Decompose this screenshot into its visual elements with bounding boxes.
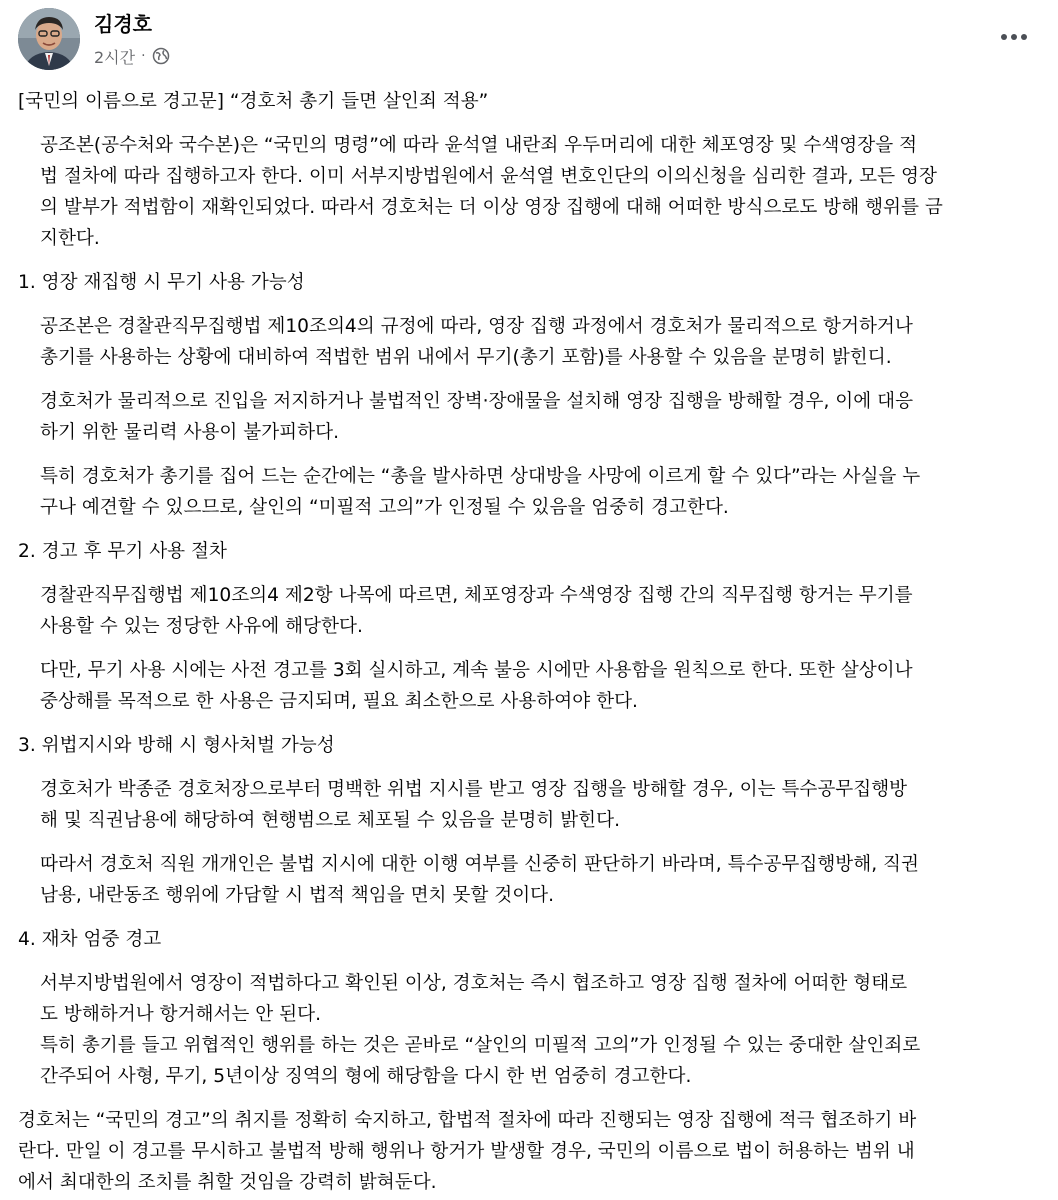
text-line: 경호처는 “국민의 경고”의 취지를 정확히 숙지하고, 합법적 절차에 따라 진행되는 영장 집행에 적극 협조하기 바 — [18, 1110, 917, 1131]
text-line: 도 방해하거나 항거해서는 안 된다. — [40, 1004, 322, 1025]
closing-paragraph — [18, 1105, 1040, 1198]
text-line: 란다. 만일 이 경고를 무시하고 불법적 방해 행위나 항거가 발생할 경우, 국민의 이름으로 법이 허용하는 범위 내 — [18, 1141, 915, 1162]
avatar[interactable] — [18, 8, 80, 70]
text-line: 중상해를 목적으로 한 사용은 금지되며, 필요 최소한으로 사용하여야 한다. — [40, 691, 638, 712]
text-line: 간주되어 사형, 무기, 5년이상 징역의 형에 해당함을 다시 한 번 엄중히 경고한다. — [40, 1066, 692, 1087]
section-1-paragraph — [18, 461, 1040, 523]
more-dot — [1021, 34, 1027, 40]
text-line: 특히 경호처가 총기를 집어 드는 순간에는 “총을 발사하면 상대방을 사망에 이르게 할 수 있다”라는 사실을 누 — [40, 466, 921, 487]
section-3-heading: 3. 위법지시와 방해 시 형사처벌 가능성 — [18, 735, 335, 756]
section-3-paragraph — [18, 849, 1040, 911]
text-line: 남용, 내란동조 행위에 가담할 시 법적 책임을 면치 못할 것이다. — [40, 885, 555, 906]
text-line: 따라서 경호처 직원 개개인은 불법 지시에 대한 이행 여부를 신중히 판단하기 바라며, 특수공무집행방해, 직권 — [40, 854, 919, 875]
section-3-paragraph — [18, 774, 1040, 836]
section-2-paragraph — [18, 580, 1040, 642]
text-line: 지한다. — [40, 228, 100, 249]
text-line: 경호처가 박종준 경호처장으로부터 명백한 위법 지시를 받고 영장 집행을 방해할 경우, 이는 특수공무집행방 — [40, 779, 908, 800]
text-line: 다만, 무기 사용 시에는 사전 경고를 3회 실시하고, 계속 불응 시에만 사용함을 원칙으로 한다. 또한 살상이나 — [40, 660, 913, 681]
text-line: 에서 최대한의 조치를 취할 것임을 강력히 밝혀둔다. — [18, 1172, 437, 1193]
section-1-paragraph — [18, 386, 1040, 448]
text-line: 법 절차에 따라 집행하고자 한다. 이미 서부지방법원에서 윤석열 변호인단의 이의신청을 심리한 결과, 모든 영장 — [40, 166, 937, 187]
text-line: 경호처가 물리적으로 진입을 저지하거나 불법적인 장벽·장애물을 설치해 영장 집행을 방해할 경우, 이에 대응 — [40, 391, 914, 412]
text-line: 구나 예견할 수 있으므로, 살인의 “미필적 고의”가 인정될 수 있음을 엄중히 경고한다. — [40, 497, 729, 518]
text-line: 하기 위한 물리력 사용이 불가피하다. — [40, 422, 339, 443]
post-time[interactable]: 2시간 — [94, 47, 136, 67]
post-header — [0, 0, 1058, 84]
avatar-image — [18, 8, 80, 70]
text-line: 총기를 사용하는 상황에 대비하여 적법한 범위 내에서 무기(총기 포함)를 사용할 수 있음을 분명히 밝힌디. — [40, 347, 892, 368]
meta-separator: · — [141, 48, 146, 64]
text-line: 사용할 수 있는 정당한 사유에 해당한다. — [40, 616, 363, 637]
section-1-paragraph — [18, 311, 1040, 373]
globe-icon[interactable] — [152, 47, 170, 65]
text-line: 공조본(공수처와 국수본)은 “국민의 명령”에 따라 윤석열 내란죄 우두머리에 대한 체포영장 및 수색영장을 적 — [40, 135, 918, 156]
post-meta — [94, 43, 170, 69]
section-4-heading: 4. 재차 엄중 경고 — [18, 929, 162, 950]
section-4-paragraph — [18, 968, 1040, 1030]
more-dot — [1011, 34, 1017, 40]
text-line: 경찰관직무집행법 제10조의4 제2항 나목에 따르면, 체포영장과 수색영장 집행 간의 직무집행 항거는 무기를 — [40, 585, 913, 606]
section-1-heading: 1. 영장 재집행 시 무기 사용 가능성 — [18, 272, 305, 293]
text-line: 특히 총기를 들고 위협적인 행위를 하는 것은 곧바로 “살인의 미필적 고의”가 인정될 수 있는 중대한 살인죄로 — [40, 1035, 921, 1056]
text-line: 공조본은 경찰관직무집행법 제10조의4의 규정에 따라, 영장 집행 과정에서 경호처가 물리적으로 항거하거나 — [40, 316, 913, 337]
text-line: 의 발부가 적법함이 재확인되었다. 따라서 경호처는 더 이상 영장 집행에 대해 어떠한 방식으로도 방해 행위를 금 — [40, 197, 943, 218]
section-4-paragraph — [18, 1030, 1040, 1092]
section-2-heading: 2. 경고 후 무기 사용 절차 — [18, 541, 227, 562]
text-line: 해 및 직권남용에 해당하여 현행범으로 체포될 수 있음을 분명히 밝힌다. — [40, 810, 620, 831]
author-name[interactable]: 김경호 — [94, 12, 152, 36]
post-body — [18, 86, 1040, 1200]
more-options-button[interactable] — [994, 22, 1034, 52]
text-line: 서부지방법원에서 영장이 적법하다고 확인된 이상, 경호처는 즉시 협조하고 영장 집행 절차에 어떠한 형태로 — [40, 973, 908, 994]
intro-paragraph — [18, 130, 1040, 254]
more-dot — [1001, 34, 1007, 40]
post-title: [국민의 이름으로 경고문] “경호처 총기 들면 살인죄 적용” — [18, 91, 489, 112]
section-2-paragraph — [18, 655, 1040, 717]
